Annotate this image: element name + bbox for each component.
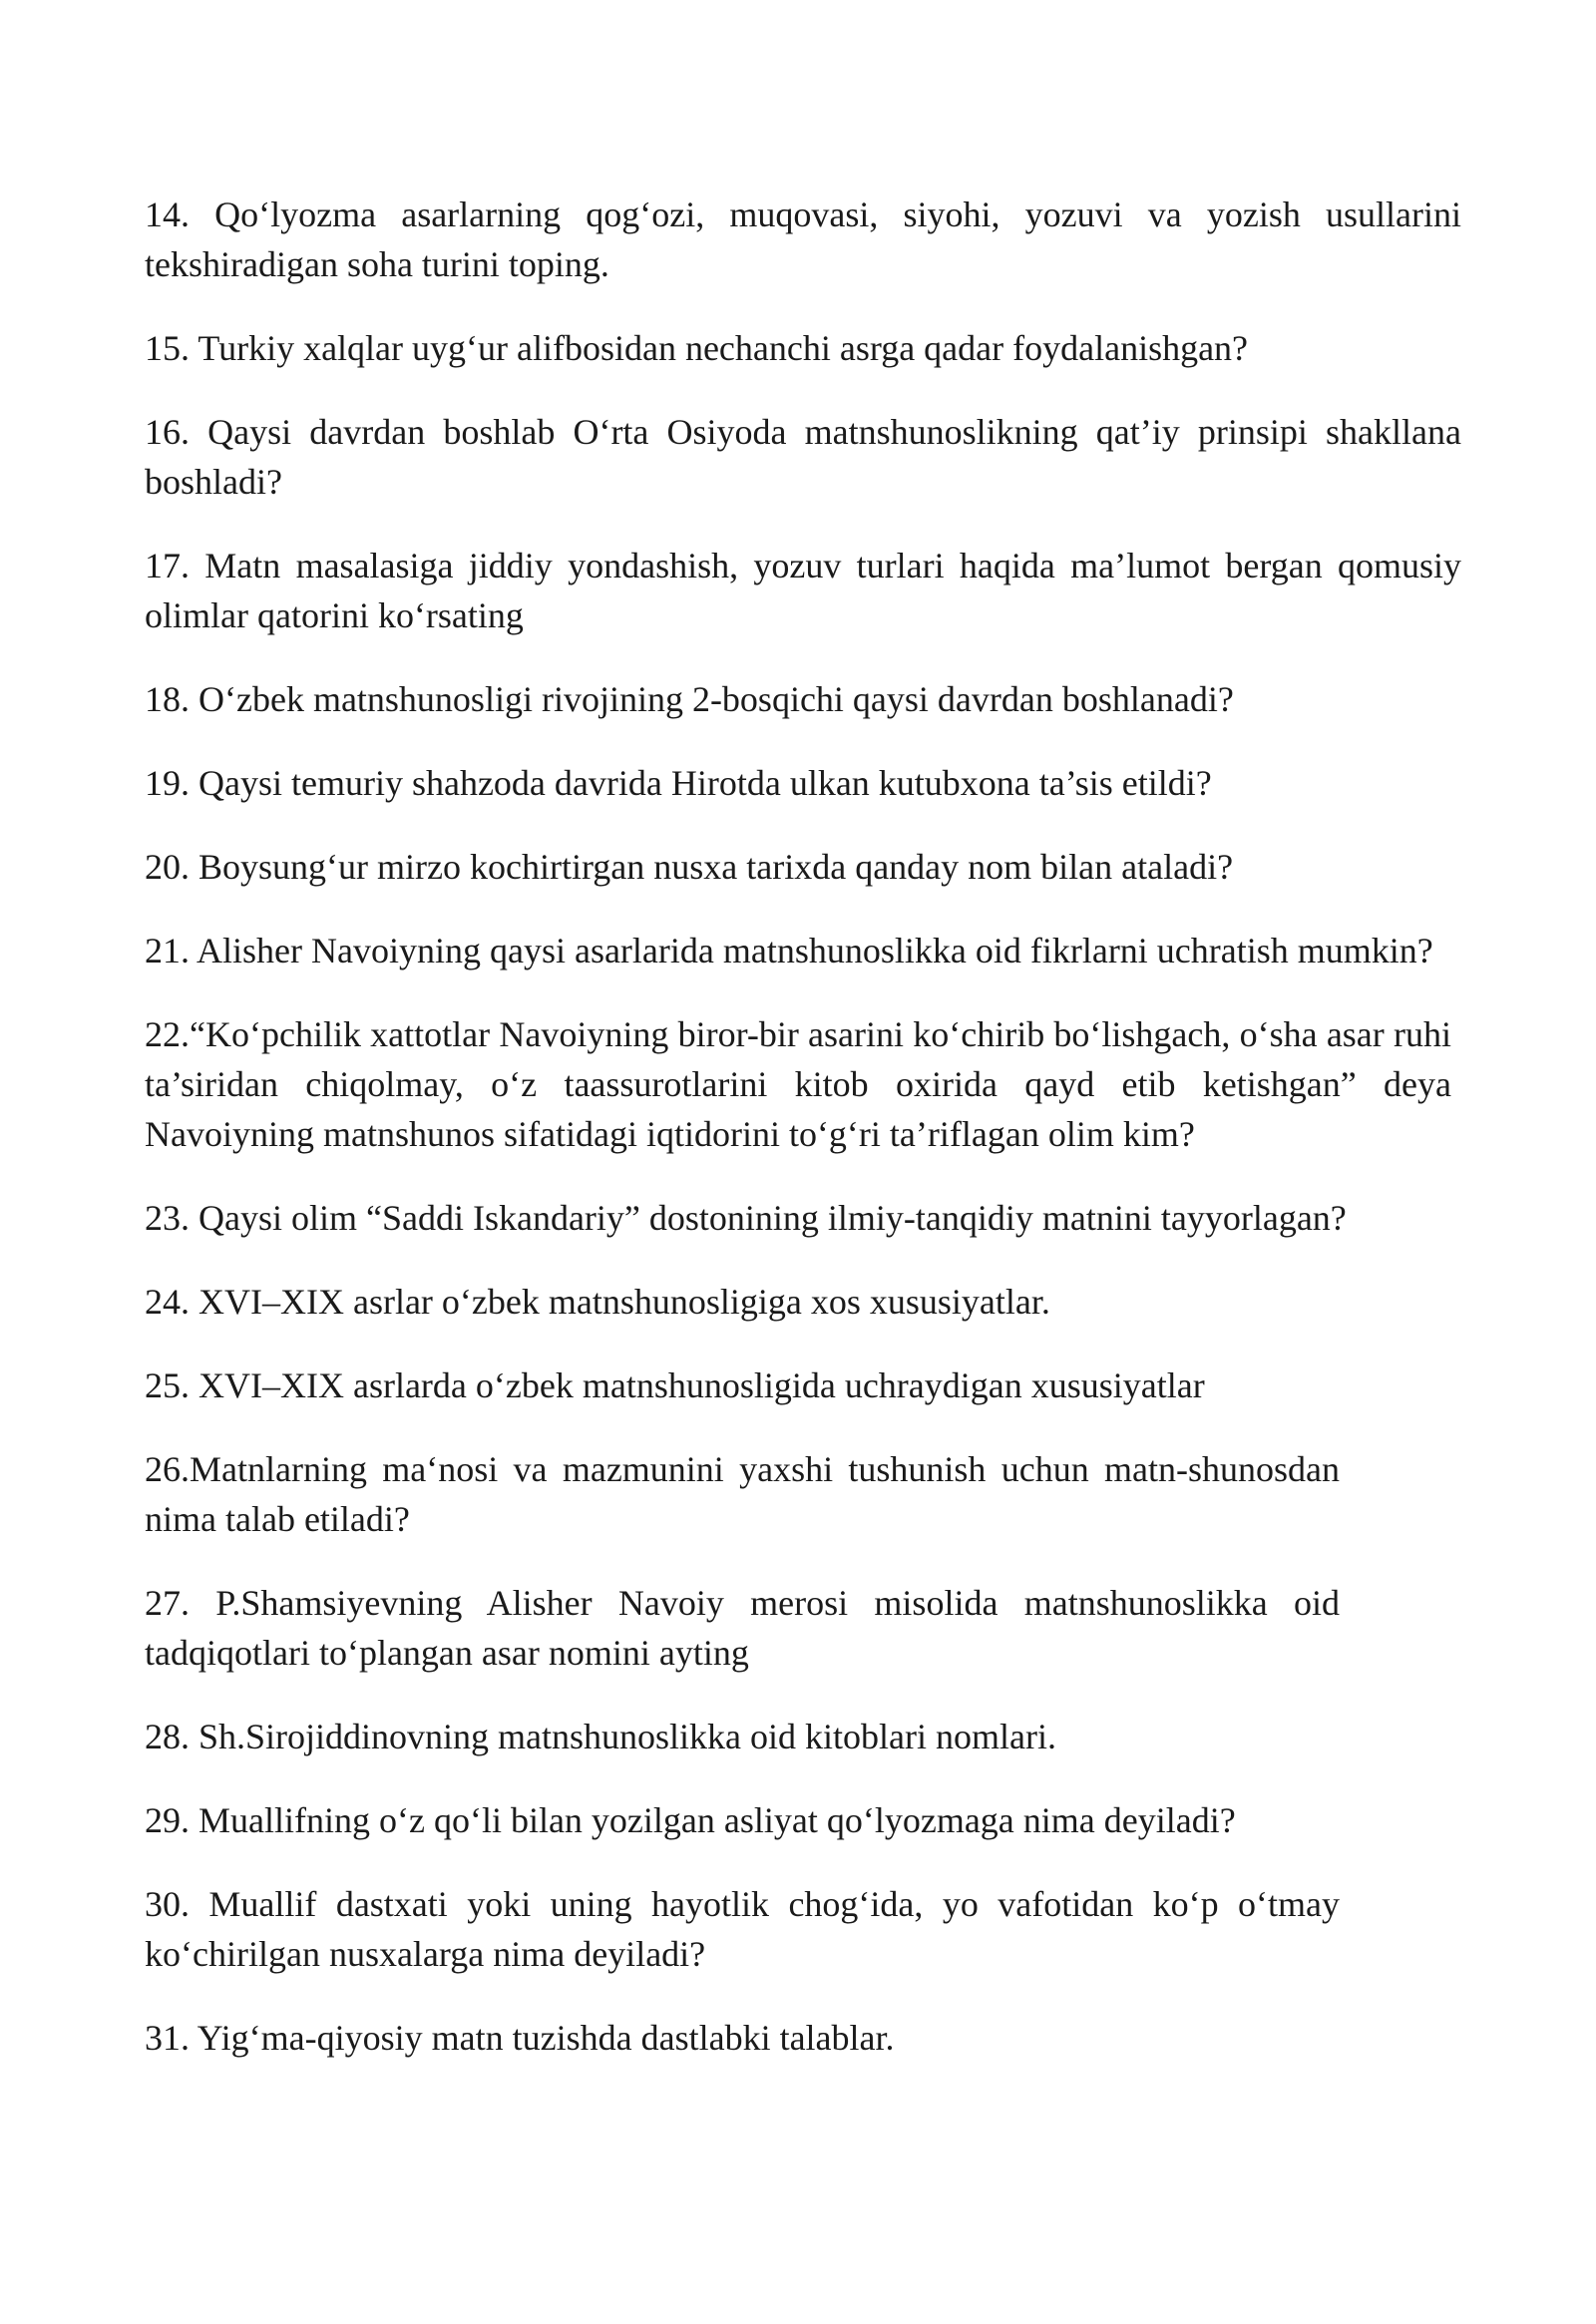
question-24: 24. XVI–XIX asrlar o‘zbek matnshunosligiga xos xususiyatlar. [145, 1282, 1050, 1322]
question-23: 23. Qaysi olim “Saddi Iskandariy” dostonining ilmiy-tanqidiy matnini tayyorlagan? [145, 1198, 1347, 1238]
question-26: 26.Matnlarning ma‘nosi va mazmunini yaxshi tushunish uchun matn-shunosdan nima talab etiladi? [145, 1449, 1340, 1539]
question-18: 18. O‘zbek matnshunosligi rivojining 2-bosqichi qaysi davrdan boshlanadi? [145, 679, 1234, 719]
question-19: 19. Qaysi temuriy shahzoda davrida Hirotda ulkan kutubxona ta’sis etildi? [145, 763, 1212, 803]
question-14: 14. Qo‘lyozma asarlarning qog‘ozi, muqovasi, siyohi, yozuvi va yozish usullarini tekshiradigan soha turini toping. [145, 194, 1461, 284]
question-15: 15. Turkiy xalqlar uyg‘ur alifbosidan nechanchi asrga qadar foydalanishgan? [145, 328, 1249, 368]
question-17: 17. Matn masalasiga jiddiy yondashish, yozuv turlari haqida ma’lumot bergan qomusiy olimlar qatorini ko‘rsating [145, 546, 1461, 635]
question-20: 20. Boysung‘ur mirzo kochirtirgan nusxa tarixda qanday nom bilan ataladi? [145, 847, 1234, 887]
question-30: 30. Muallif dastxati yoki uning hayotlik chog‘ida, yo vafotidan ko‘p o‘tmay ko‘chirilgan nusxalarga nima deyiladi? [145, 1884, 1340, 1974]
question-22: 22.“Ko‘pchilik xattotlar Navoiyning biror-bir asarini ko‘chirib bo‘lishgach, o‘sha asar ruhi ta’siridan chiqolmay, o‘z taassurotlarini kitob oxirida qayd etib ketishgan” deya Navoiyning matnshunos sifatidagi iqtidorini to‘g‘ri ta’riflagan olim kim? [145, 1014, 1451, 1154]
question-29: 29. Muallifning o‘z qo‘li bilan yozilgan asliyat qo‘lyozmaga nima deyiladi? [145, 1800, 1236, 1840]
question-27: 27. P.Shamsiyevning Alisher Navoiy merosi misolida matnshunoslikka oid tadqiqotlari to‘plangan asar nomini ayting [145, 1583, 1340, 1673]
document-page [145, 190, 1461, 2097]
question-28: 28. Sh.Sirojiddinovning matnshunoslikka oid kitoblari nomlari. [145, 1717, 1056, 1756]
question-21: 21. Alisher Navoiyning qaysi asarlarida matnshunoslikka oid fikrlarni uchratish mumkin? [145, 931, 1433, 970]
question-31: 31. Yig‘ma-qiyosiy matn tuzishda dastlabki talablar. [145, 2018, 895, 2058]
question-16: 16. Qaysi davrdan boshlab O‘rta Osiyoda matnshunoslikning qat’iy prinsipi shakllana boshladi? [145, 412, 1461, 502]
question-25: 25. XVI–XIX asrlarda o‘zbek matnshunosligida uchraydigan xususiyatlar [145, 1365, 1205, 1405]
